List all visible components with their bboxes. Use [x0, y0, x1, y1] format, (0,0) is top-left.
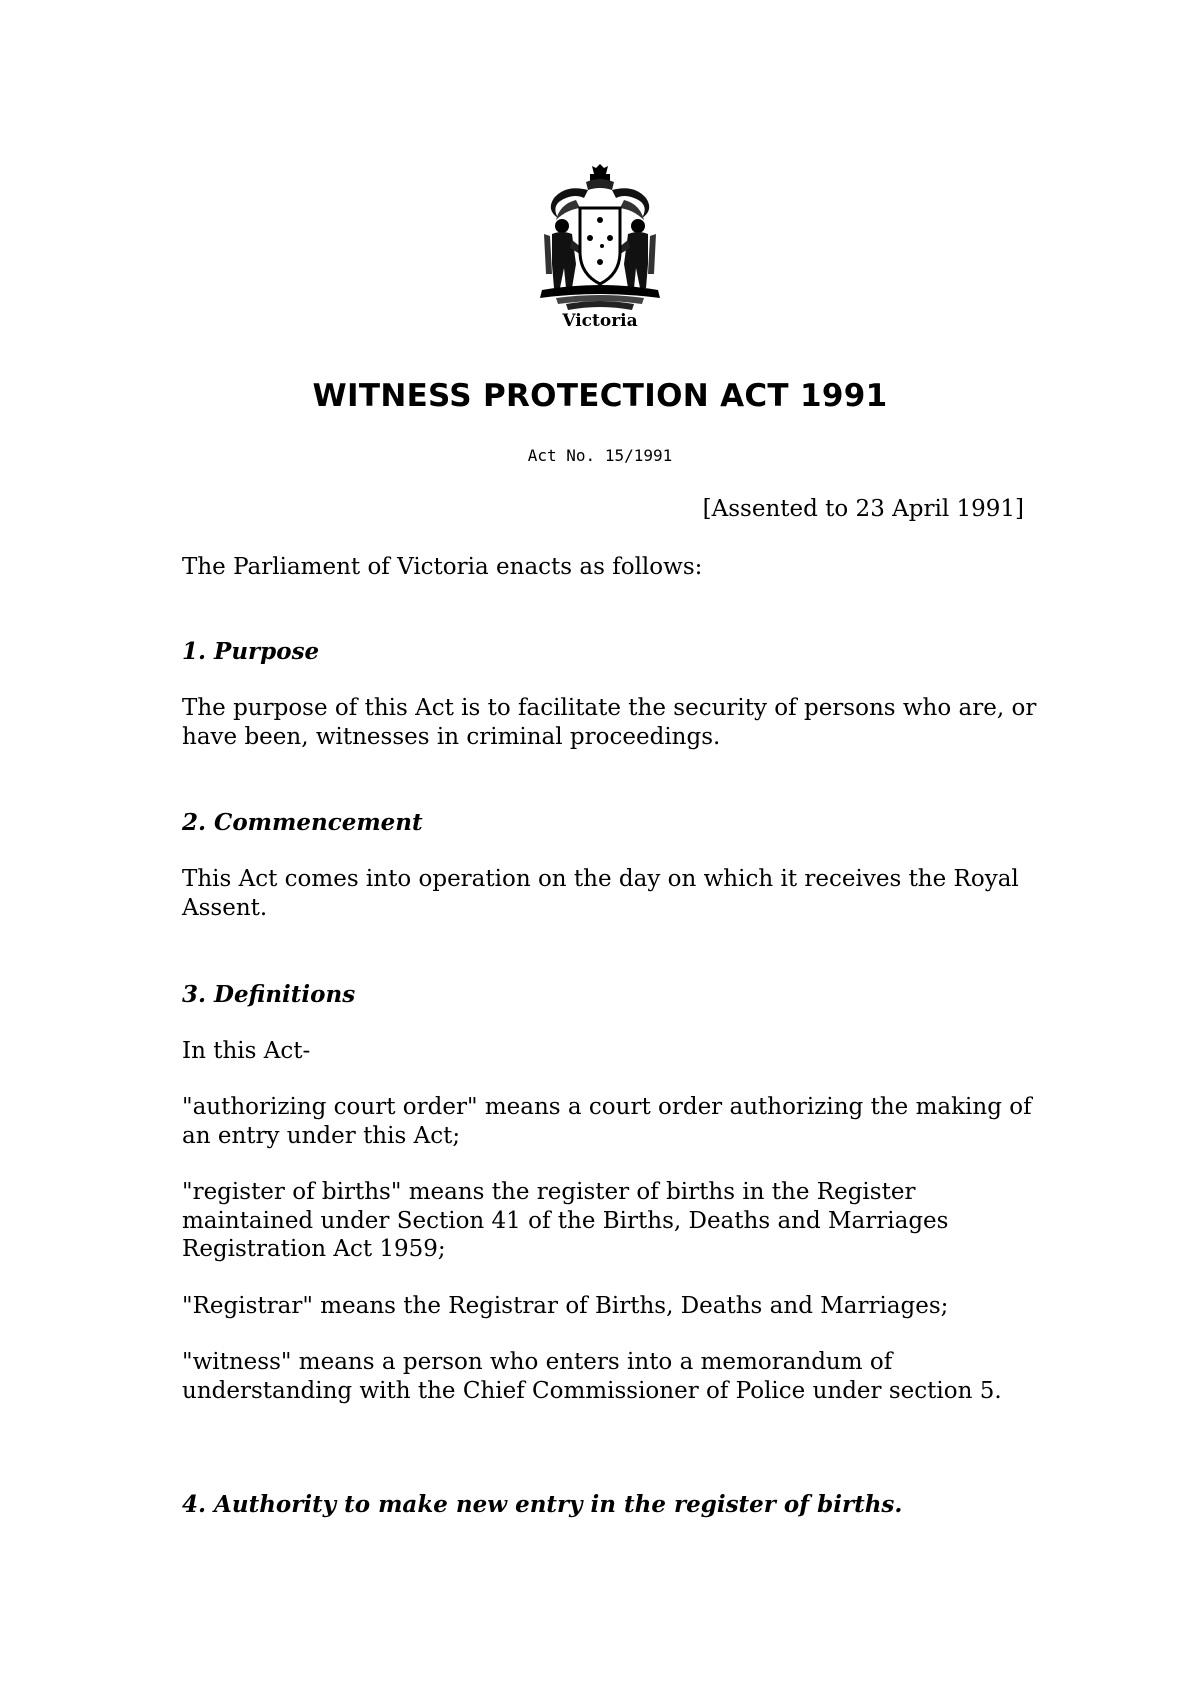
definition-witness: "witness" means a person who enters into a memorandum of understanding with the Chief Commissioner of Police under section 5.	[182, 1349, 1002, 1404]
section-3-heading: 3. Definitions	[182, 981, 356, 1008]
assent-date: [Assented to 23 April 1991]	[702, 496, 1024, 522]
act-number: Act No. 15/1991	[527, 446, 673, 465]
section-1-heading: 1. Purpose	[182, 638, 320, 665]
section-2-heading: 2. Commencement	[182, 809, 423, 836]
definition-registrar: "Registrar" means the Registrar of Births, Deaths and Marriages;	[182, 1293, 949, 1319]
section-1-text: The purpose of this Act is to facilitate the security of persons who are, or have been, witnesses in criminal proceedings.	[182, 695, 1037, 750]
definition-authorizing-court-order: "authorizing court order" means a court order authorizing the making of an entry under this Act;	[182, 1094, 1032, 1149]
definition-register-of-births: "register of births" means the register of births in the Register maintained under Section 41 of the Births, Deaths and Marriages Registration Act 1959;	[182, 1179, 949, 1262]
section-2-text: This Act comes into operation on the day on which it receives the Royal Assent.	[182, 866, 1019, 921]
section-3-intro: In this Act-	[182, 1038, 311, 1064]
section-4-heading: 4. Authority to make new entry in the register of births.	[182, 1491, 903, 1518]
enacting-formula: The Parliament of Victoria enacts as follows:	[182, 554, 703, 580]
act-title: WITNESS PROTECTION ACT 1991	[312, 378, 888, 414]
crest-label: Victoria	[562, 311, 638, 331]
victoria-coat-of-arms-icon	[536, 164, 664, 314]
